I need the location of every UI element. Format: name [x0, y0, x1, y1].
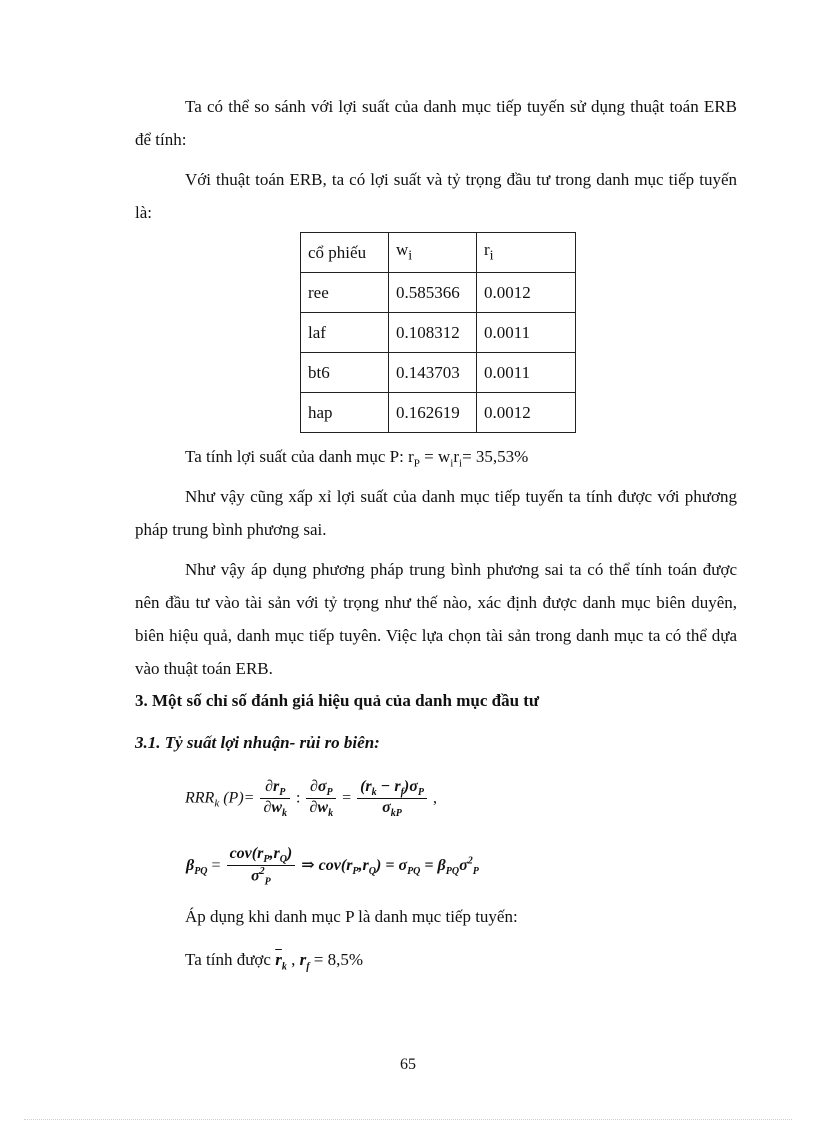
section-heading: 3. Một số chỉ số đánh giá hiệu quả của danh mục đầu tư	[135, 691, 540, 710]
portfolio-table	[300, 232, 576, 433]
fraction-excess-return: $\frac{(r_k - r_f)\sigma_P}{\sigma_{kP}}$	[357, 778, 427, 819]
header-return: $r_i$	[477, 233, 576, 273]
cell-weight: 0.143703	[389, 353, 477, 393]
table-row	[301, 393, 576, 433]
table-row	[301, 273, 576, 313]
cell-weight: 0.585366	[389, 273, 477, 313]
cell-return: 0.0012	[477, 273, 576, 313]
fraction-cov-var: $\frac{cov(r_P,r_Q)}{\sigma^2_P}$	[227, 845, 296, 888]
paragraph-apply: Áp dụng khi danh mục P là danh mục tiếp tuyến:	[185, 907, 518, 926]
cell-weight: 0.162619	[389, 393, 477, 433]
header-stock: cổ phiếu	[301, 233, 389, 273]
table-row	[301, 313, 576, 353]
table-row	[301, 353, 576, 393]
fraction-dsigma-dw: $\frac{\partial\sigma_P}{\partial w_k}$	[306, 778, 336, 819]
cell-return: 0.0012	[477, 393, 576, 433]
paragraph-conclusion: Như vậy áp dụng phương pháp trung bình phương sai ta có thể tính toán được nên đầu tư vào tài sản với tỷ trọng như thế nào, xác định được danh mục biên duyên, biên hiệu quả, danh mục tiếp tuyên. Việc lựa chọn tài sản trong danh mục ta có thể dựa vào thuật toán ERB.	[135, 560, 737, 678]
formula-beta: $\beta_{PQ}$ = $\frac{cov(r_P,r_Q)}{\sigma^2_P}$ ⇒ $cov(r_P,r_Q) = \sigma_{PQ} = \beta_{PQ}\sigma^2_P$	[186, 845, 479, 888]
paragraph-erb-intro: Với thuật toán ERB, ta có lợi suất và tỷ trọng đầu tư trong danh mục tiếp tuyến là:	[135, 170, 737, 222]
cell-stock: bt6	[301, 353, 389, 393]
cell-stock: ree	[301, 273, 389, 313]
cell-return: 0.0011	[477, 313, 576, 353]
cell-return: 0.0011	[477, 353, 576, 393]
header-weight: $w_i$	[389, 233, 477, 273]
formula-rrr: $RRR_k$ (P)= $\frac{\partial r_P}{\partial w_k}$ : $\frac{\partial\sigma_P}{\partial w_k}$ = $\frac{(r_k - r_f)\sigma_P}{\sigma_{kP}}$ ,	[185, 778, 437, 820]
paragraph-similar: Như vậy cũng xấp xỉ lợi suất của danh mục tiếp tuyến ta tính được với phương pháp trung bình phương sai.	[135, 487, 737, 539]
subsection-heading: 3.1. Tỷ suất lợi nhuận- rủi ro biên:	[135, 733, 380, 752]
portfolio-return-line: Ta tính lợi suất của danh mục P: $r_P = w_ir_i= 35,53\%$	[185, 447, 529, 470]
fraction-dr-dw: $\frac{\partial r_P}{\partial w_k}$	[260, 778, 290, 819]
paragraph-compute: Ta tính được $\overline{r}_k$ , $r_f = 8,5\%$	[185, 950, 364, 973]
table-header-row	[301, 233, 576, 273]
paragraph-compare: Ta có thể so sánh với lợi suất của danh mục tiếp tuyến sử dụng thuật toán ERB để tính:	[135, 97, 737, 149]
page-number: 65	[400, 1056, 416, 1073]
cell-weight: 0.108312	[389, 313, 477, 353]
cell-stock: laf	[301, 313, 389, 353]
page-bottom-rule	[24, 1119, 792, 1120]
cell-stock: hap	[301, 393, 389, 433]
